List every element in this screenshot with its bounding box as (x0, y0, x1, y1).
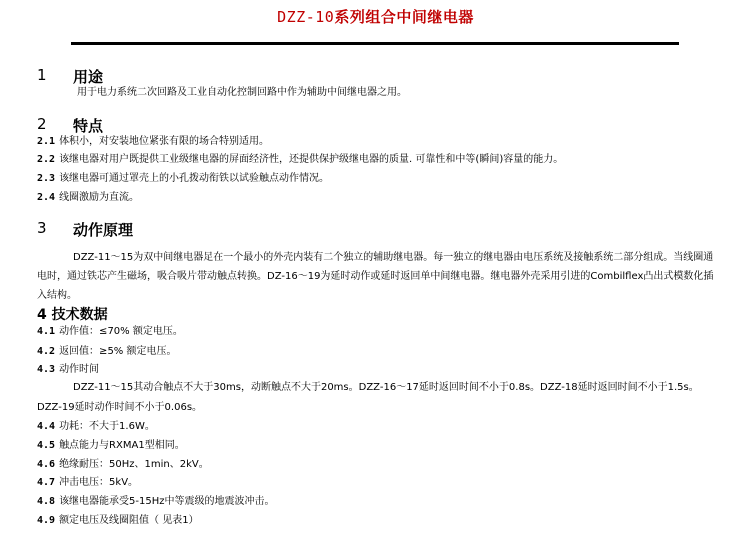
feature-item (37, 191, 139, 205)
item-number: 4.1 (37, 326, 56, 337)
section-title: 特点 (73, 117, 104, 135)
tech-item (37, 345, 176, 359)
item-text: 触点能力与RXMA1型相同。 (59, 440, 185, 451)
item-number: 4.5 (37, 440, 56, 451)
item-number: 2.2 (37, 154, 56, 165)
tech-4-3-paragraph: DZZ-11～15其动合触点不大于30ms，动断触点不大于20ms。DZZ-16～17延时返回时间不小于0.8s。DZZ-18延时返回时间不小于1.5s。DZZ-19延时动作时间不小于0.06s。 (37, 382, 699, 413)
tech-item (37, 476, 138, 490)
tech-item (37, 363, 99, 377)
item-text: 动作时间 (59, 364, 100, 375)
tech-item (37, 325, 183, 339)
item-text: 该继电器能承受5-15Hz中等震级的地震波冲击。 (59, 496, 275, 507)
feature-item (37, 135, 269, 149)
section-number: 3 (37, 219, 47, 237)
item-number: 2.4 (37, 192, 56, 203)
tech-item (37, 514, 199, 528)
title-code: DZZ-10 (277, 8, 335, 26)
item-text: 冲击电压：5kV。 (59, 477, 139, 488)
tech-item (37, 458, 209, 472)
document-title (0, 6, 751, 27)
feature-item (37, 153, 563, 167)
item-text: 动作值：≤70% 额定电压。 (59, 326, 183, 337)
usage-text: 用于电力系统二次回路及工业自动化控制回路中作为辅助中间继电器之用。 (77, 87, 407, 98)
item-number: 4.8 (37, 496, 56, 507)
item-number: 2.1 (37, 136, 56, 147)
item-text: 绝缘耐压：50Hz、1min、2kV。 (59, 459, 209, 470)
section-title: 用途 (73, 68, 104, 86)
section-number: 1 (37, 66, 47, 84)
tech-item (37, 495, 275, 509)
item-number: 4.4 (37, 421, 56, 432)
section-title: 动作原理 (73, 221, 134, 239)
item-text: 返回值：≥5% 额定电压。 (59, 346, 177, 357)
item-text: 功耗：不大于1.6W。 (59, 421, 155, 432)
item-number: 4.6 (37, 459, 56, 470)
title-rule (71, 42, 679, 45)
principle-paragraph: DZZ-11～15为双中间继电器足在一个最小的外壳内装有二个独立的辅助继电器。每一独立的继电器由电压系统及接触系统二部分组成。当线圈通电时，通过铁芯产生磁场，吸合吸片带动触点转换。DZ-16～19为延时动作或延时返回单中间继电器。继电器外壳采用引进的Combilflex凸出式模数化插入结构。 (37, 252, 714, 301)
title-text: 系列组合中间继电器 (334, 8, 474, 26)
item-text: 线圈激励为直流。 (59, 192, 140, 203)
item-number: 2.3 (37, 173, 56, 184)
item-text: 额定电压及线圈阻值（ 见表1） (59, 515, 199, 526)
section-number: 2 (37, 115, 47, 133)
item-number: 4.2 (37, 346, 56, 357)
item-text: 该继电器可通过罩壳上的小孔拨动衔铁以试验触点动作情况。 (59, 173, 330, 184)
section-4-heading: 4 技术数据 (37, 307, 108, 323)
tech-item (37, 420, 155, 434)
item-text: 体积小，对安装地位紧张有限的场合特别适用。 (59, 136, 270, 147)
item-number: 4.9 (37, 515, 56, 526)
item-text: 该继电器对用户既提供工业级继电器的屏面经济性，还提供保护级继电器的质量. 可靠性和中等(瞬间)容量的能力。 (59, 154, 564, 165)
item-number: 4.7 (37, 477, 56, 488)
item-number: 4.3 (37, 364, 56, 375)
feature-item (37, 172, 329, 186)
tech-item (37, 439, 185, 453)
